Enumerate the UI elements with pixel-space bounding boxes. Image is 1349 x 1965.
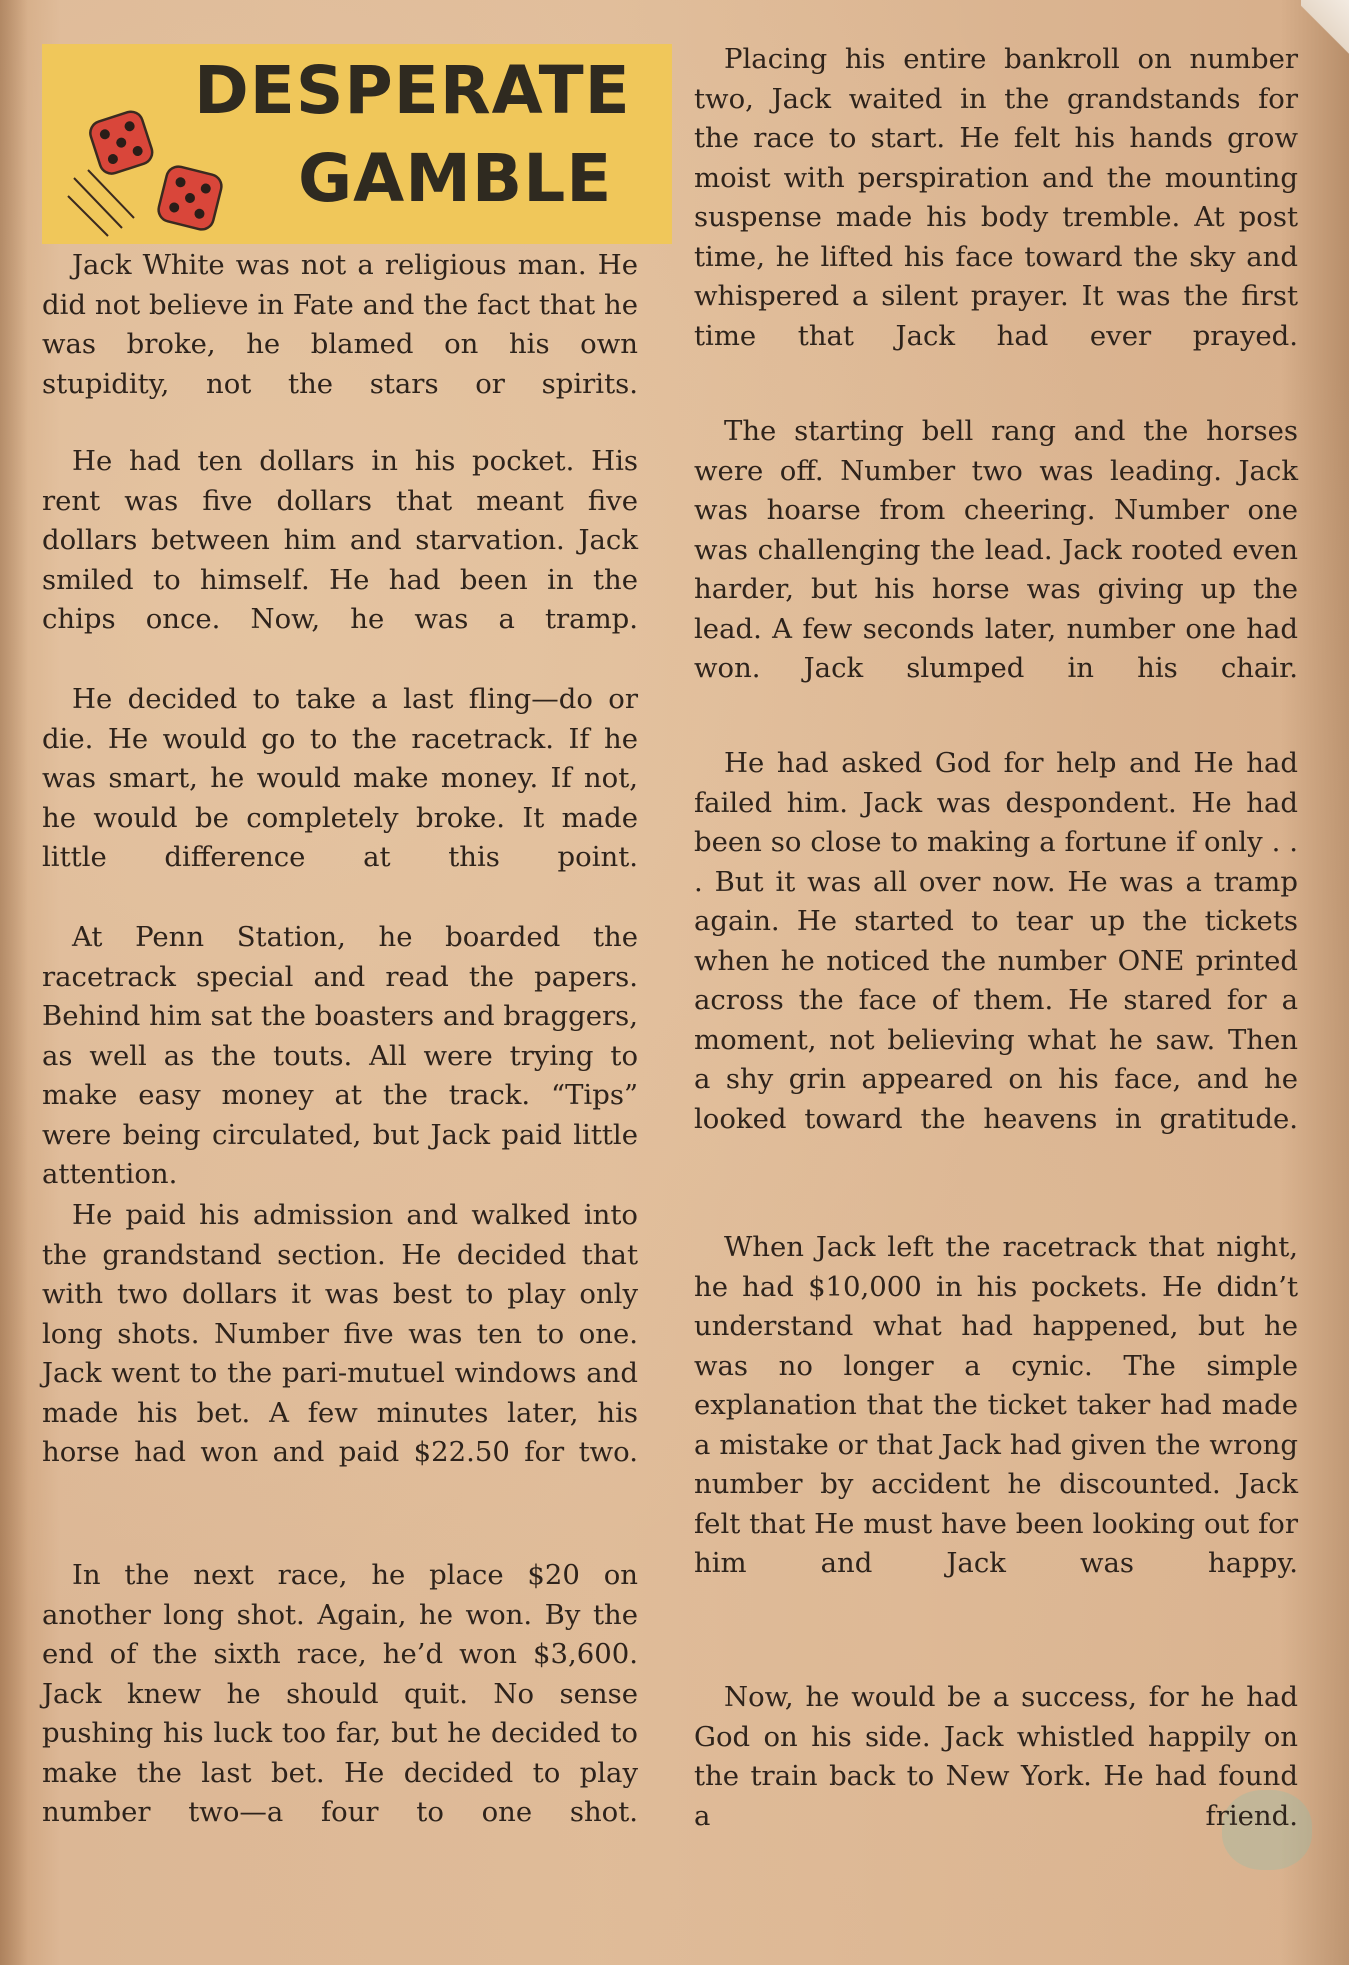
page-corner-fold (1301, 0, 1349, 70)
paragraph: He had ten dollars in his pocket. His rent was five dollars that meant five dollars between him and starvation. Jack smiled to himself. He had been in the chips once. Now, he was a tramp. (42, 445, 638, 635)
title-line-2: GAMBLE (298, 140, 613, 217)
paragraph: In the next race, he place $20 on another long shot. Again, he won. By the end of the sixth race, he’d won $3,600. Jack knew he should quit. No sense pushing his luck too far, but he decided to make the last bet. He decided to play number two—a four to one shot. (42, 1559, 638, 1828)
spine-shadow (0, 0, 28, 1965)
paragraph: Jack White was not a religious man. He did not believe in Fate and the fact that he was broke, he blamed on his own stupidity, not the stars or spirits. (42, 249, 638, 400)
paragraph: The starting bell rang and the horses were off. Number two was leading. Jack was hoarse from cheering. Number one was challenging the lead. Jack rooted even harder, but his horse was giving up the lead. A few seconds later, number one had won. Jack slumped in his chair. (694, 415, 1298, 684)
paragraph: He decided to take a last fling—do or die. He would go to the racetrack. If he was smart, he would make money. If not, he would be completely broke. It made little difference at this point. (42, 683, 638, 873)
paragraph: Placing his entire bankroll on number two, Jack waited in the grandstands for the race to start. He felt his hands grow moist with perspiration and the mounting suspense made his body tremble. At post time, he lifted his face toward the sky and whispered a silent prayer. It was the first time that Jack had ever prayed. (694, 43, 1298, 352)
paragraph: Now, he would be a success, for he had God on his side. Jack whistled happily on the train back to New York. He had found a friend. (694, 1681, 1298, 1832)
paragraph: He had asked God for help and He had failed him. Jack was despondent. He had been so close to making a fortune if only . . . But it was all over now. He was a tramp again. He started to tear up the tickets when he noticed the number ONE printed across the face of them. He stared for a moment, not believing what he saw. Then a shy grin appeared on his face, and he looked toward the heavens in gratitude. (694, 747, 1298, 1135)
paragraph: When Jack left the racetrack that night, he had $10,000 in his pockets. He didn’t understand what had happened, but he was no longer a cynic. The simple explanation that the ticket taker had made a mistake or that Jack had given the wrong number by accident he discounted. Jack felt that He must have been looking out for him and Jack was happy. (694, 1231, 1298, 1579)
title-block (42, 44, 672, 244)
paragraph: He paid his admission and walked into the grandstand section. He decided that with two dollars it was best to play only long shots. Number five was ten to one. Jack went to the pari-mutuel windows and made his bet. A few minutes later, his horse had won and paid $22.50 for two. (42, 1199, 638, 1468)
title-line-1: DESPERATE (194, 52, 631, 129)
paragraph: At Penn Station, he boarded the racetrack special and read the papers. Behind him sat the boasters and braggers, as well as the touts. All were trying to make easy money at the track. “Tips” were being circulated, but Jack paid little attention. (42, 921, 638, 1190)
